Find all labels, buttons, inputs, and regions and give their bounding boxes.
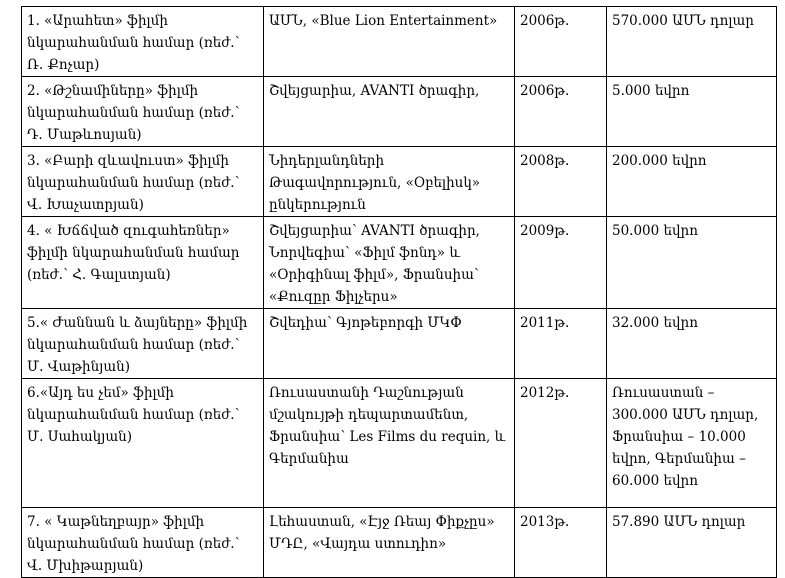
partner-text: Նիդերլանդների Թագավորություն, «Օբելիսկ» ընկերություն — [269, 153, 481, 213]
film-text: 6.«Այդ ես չեմ» ֆիլմի նկարահանման համար (ռեժ.՝ Մ. Սահակյան) — [27, 385, 240, 445]
partner-cell — [264, 508, 515, 578]
year-cell — [515, 7, 607, 77]
amount-text: 50.000 եվրո — [612, 223, 698, 239]
amount-text: 57.890 ԱՄՆ դոլար — [612, 514, 746, 530]
year-text: 2006թ. — [520, 83, 570, 99]
year-cell — [515, 147, 607, 217]
year-cell — [515, 508, 607, 578]
amount-cell — [607, 7, 777, 77]
partner-cell — [264, 147, 515, 217]
table-row — [22, 508, 777, 578]
year-text: 2006թ. — [520, 13, 570, 29]
amount-text: 570.000 ԱՄՆ դոլար — [612, 13, 754, 29]
amount-cell — [607, 309, 777, 379]
amount-text: 5.000 եվրո — [612, 83, 690, 99]
table-row — [22, 309, 777, 379]
amount-cell — [607, 508, 777, 578]
film-cell — [22, 508, 264, 578]
year-cell — [515, 379, 607, 508]
film-text: 3. «Բարի զևավուստ» ֆիլմի նկարահանման համար (ռեժ.՝ Վ. Խաչատրյան) — [27, 153, 240, 213]
film-cell — [22, 147, 264, 217]
partner-text: Շվեյցարիա, AVANTI ծրագիր, — [269, 83, 480, 99]
partner-text: Լեհաստան, «Էյջ Ռեայ Փիքչըս» ՄԴԸ, «Վայդա ստուդիո» — [269, 514, 495, 552]
year-cell — [515, 309, 607, 379]
amount-cell — [607, 217, 777, 309]
partner-cell — [264, 309, 515, 379]
year-cell — [515, 77, 607, 147]
table-row — [22, 379, 777, 508]
film-cell — [22, 7, 264, 77]
partner-text: Շվեդիա՝ Գյոթեբորգի ՄԿՓ — [269, 315, 462, 331]
year-text: 2008թ. — [520, 153, 570, 169]
amount-text: 32.000 եվրո — [612, 315, 698, 331]
partner-cell — [264, 379, 515, 508]
partner-cell — [264, 7, 515, 77]
year-cell — [515, 217, 607, 309]
partner-text: Շվեյցարիա՝ AVANTI ծրագիր, Նորվեգիա՝ «Ֆիլմ ֆոնդ» և «Օրիգինալ ֆիլմ», Ֆրանսիա՝ «Քուզըր Ֆիլչերս» — [269, 223, 480, 305]
amount-cell — [607, 77, 777, 147]
film-cell — [22, 217, 264, 309]
film-cell — [22, 379, 264, 508]
amount-text: Ռուսաստան – 300.000 ԱՄՆ դոլար, Ֆրանսիա – 10.000 եվրո, Գերմանիա – 60.000 եվրո — [612, 385, 759, 489]
year-text: 2013թ. — [520, 514, 570, 530]
amount-text: 200.000 եվրո — [612, 153, 707, 169]
film-cell — [22, 77, 264, 147]
film-text: 4. « Խճճված զուգահեռներ» ֆիլմի նկարահանման համար (ռեժ.՝ Հ. Գալստյան) — [27, 223, 240, 283]
partner-text: ԱՄՆ, «Blue Lion Entertainment» — [269, 13, 498, 29]
amount-cell — [607, 379, 777, 508]
film-text: 7. « Կաթնեղբայր» ֆիլմի նկարահանման համար (ռեժ.՝ Վ. Մխիթարյան) — [27, 514, 240, 574]
year-text: 2011թ. — [520, 315, 570, 331]
film-text: 5.« Ժաննան և ձայները» ֆիլմի նկարահանման համար (ռեժ.՝ Մ. Վաթինյան) — [27, 315, 248, 375]
film-text: 1. «Արահետ» ֆիլմի նկարահանման համար (ռեժ.՝ Ռ. Քոչար) — [27, 13, 240, 73]
partner-cell — [264, 217, 515, 309]
film-text: 2. «Թշնամիները» ֆիլմի նկարահանման համար (ռեժ.՝ Դ. Մաթևոսյան) — [27, 83, 240, 143]
table-row — [22, 77, 777, 147]
year-text: 2012թ. — [520, 385, 570, 401]
grant-table — [21, 6, 777, 578]
year-text: 2009թ. — [520, 223, 570, 239]
film-cell — [22, 309, 264, 379]
table-row — [22, 7, 777, 77]
partner-text: Ռուսաստանի Դաշնության մշակույթի դեպարտամենտ, Ֆրանսիա՝ Les Films du requin, և Գերմանիա — [269, 385, 506, 467]
table-row — [22, 217, 777, 309]
table-row — [22, 147, 777, 217]
partner-cell — [264, 77, 515, 147]
amount-cell — [607, 147, 777, 217]
